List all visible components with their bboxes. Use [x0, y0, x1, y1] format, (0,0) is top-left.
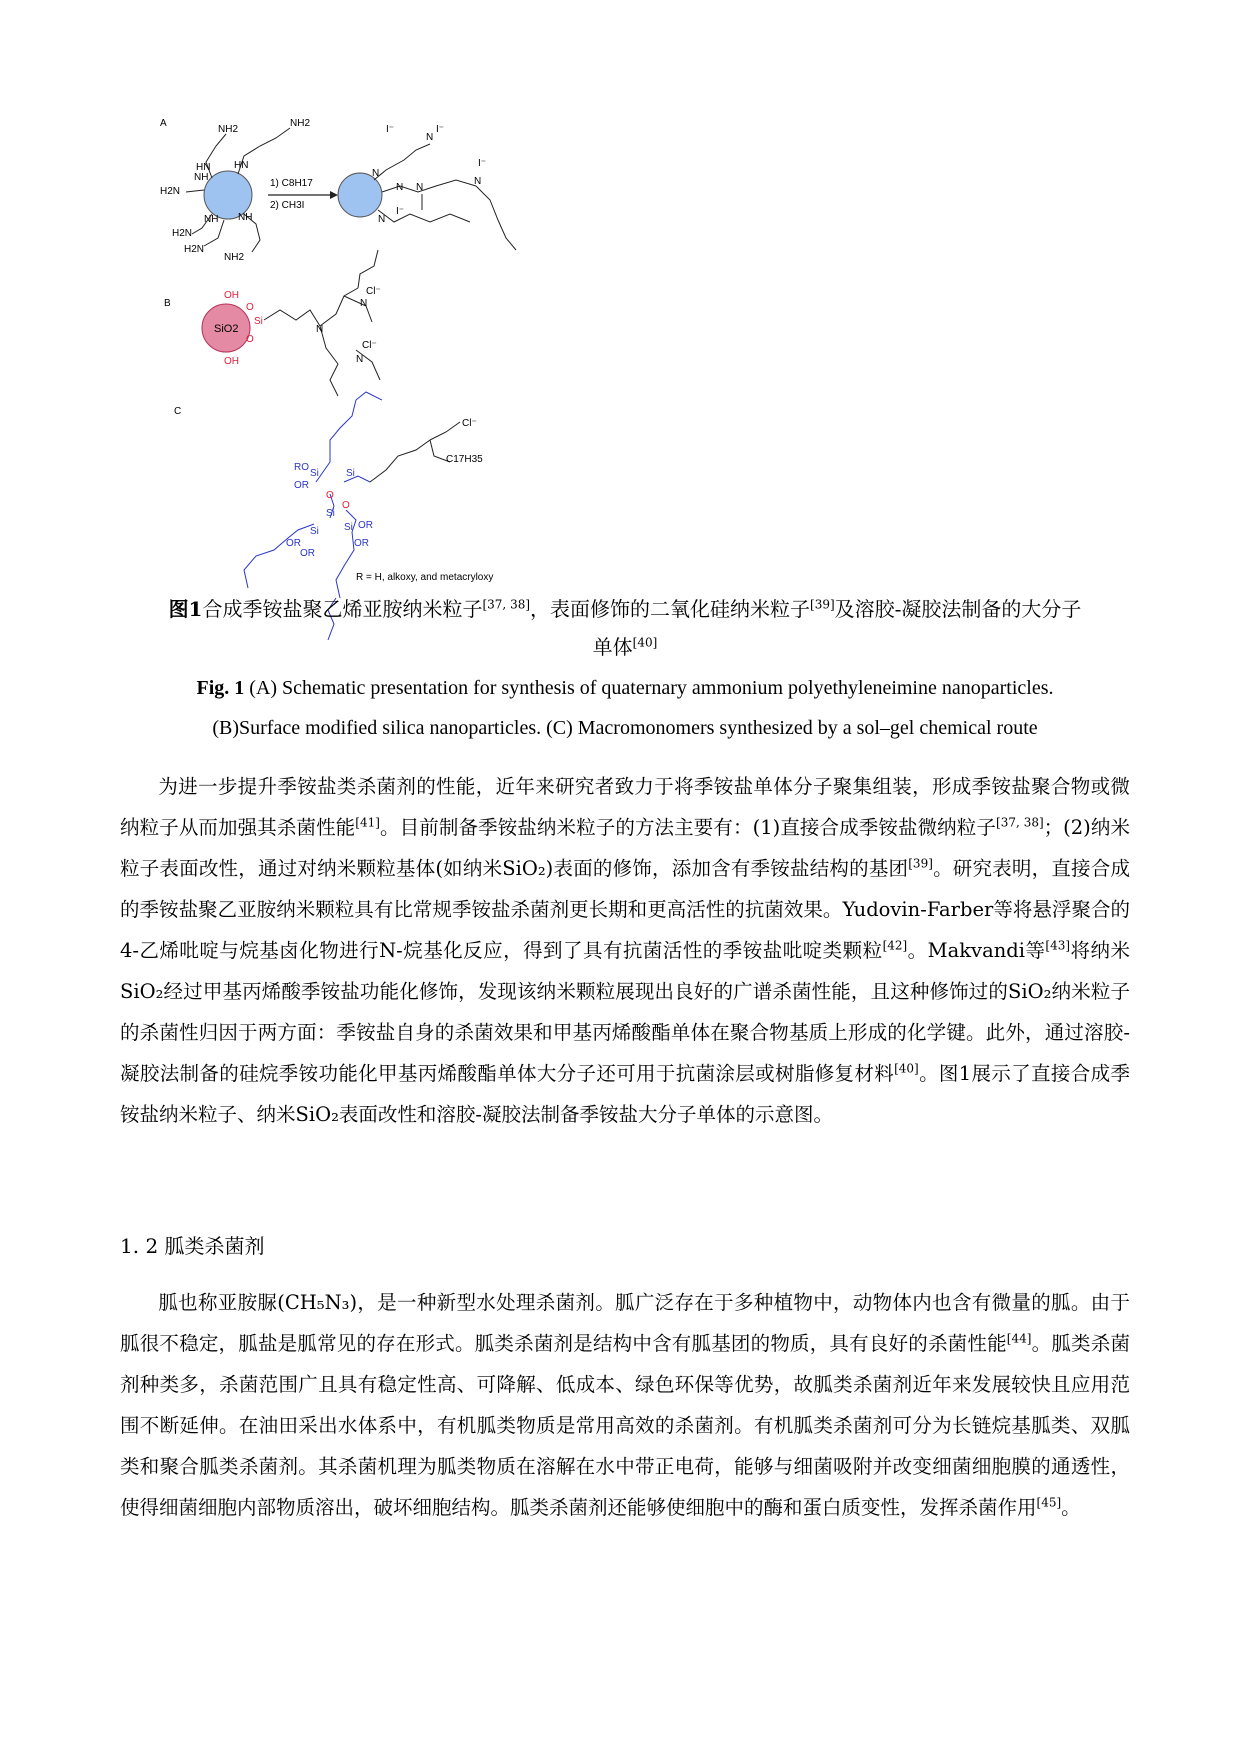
- paragraph-text: 。图1展示了直接合成季铵盐纳米粒子、纳米SiO₂表面改性和溶胶-凝胶法制备季铵盐大分子单体的示意图。: [120, 1062, 1130, 1126]
- amine-label: NH2: [224, 252, 245, 263]
- alkyl-chain-label: C17H35: [446, 454, 483, 465]
- iodide: I⁻: [386, 124, 395, 135]
- figure-caption-cn: [120, 590, 1130, 666]
- paragraph-text: 为进一步提升季铵盐类杀菌剂的性能，近年来研究者致力于将季铵盐单体分子聚集组装，形成季铵盐聚合物或微纳粒子从而加强其杀菌性能: [120, 775, 1130, 839]
- citation: [42]: [882, 938, 908, 953]
- alkoxy-label: OR: [286, 538, 301, 549]
- alkoxy-label: RO: [294, 462, 309, 473]
- figure-caption-en: [120, 668, 1130, 748]
- panel-label-c: C: [174, 406, 182, 417]
- product-n: N: [416, 182, 424, 193]
- panel-label-a: A: [160, 118, 167, 129]
- citation: [40]: [632, 635, 658, 650]
- alkoxy-label: OR: [294, 480, 309, 491]
- citation: [39]: [908, 856, 933, 871]
- iodide: I⁻: [396, 206, 405, 217]
- caption-cn-text: 及溶胶-凝胶法制备的大分子: [834, 597, 1082, 621]
- paragraph-text: 。Makvandi等: [907, 939, 1046, 962]
- pei-core-a-product: [338, 173, 382, 217]
- amine-label: H2N: [160, 186, 181, 197]
- reagent-2: 2) CH3I: [270, 200, 305, 211]
- product-n: N: [372, 168, 380, 179]
- quaternary-n: N: [356, 354, 364, 365]
- oxygen-label: O: [246, 334, 254, 345]
- paragraph-text: 。研究表明，直接合成的季铵盐聚乙亚胺纳米颗粒具有比常规季铵盐杀菌剂更长期和更高活性的抗菌效果。Yudovin-Farber等将悬浮聚合的4-乙烯吡啶与烷基卤化物进行N-烷基化反应，得到了具有抗菌活性的季铵盐吡啶类颗粒: [120, 857, 1130, 962]
- reaction-arrow-head: [330, 191, 338, 199]
- caption-cn-text: 合成季铵盐聚乙烯亚胺纳米粒子: [202, 597, 483, 621]
- caption-cn-label: 图1: [168, 597, 203, 621]
- caption-cn-text: ，表面修饰的二氧化硅纳米粒子: [530, 597, 811, 621]
- body-paragraph-2: [120, 1282, 1130, 1528]
- alkoxy-label: OR: [358, 520, 373, 531]
- section-heading: 1. 2 胍类杀菌剂: [120, 1234, 265, 1258]
- nh-label: HN: [234, 160, 249, 171]
- silicon-label: Si: [326, 508, 335, 519]
- oxygen-label: O: [246, 302, 254, 313]
- hydroxyl-label: OH: [224, 290, 239, 301]
- scheme-figure: [160, 110, 700, 670]
- quaternary-n: N: [360, 298, 368, 309]
- product-n: N: [474, 176, 482, 187]
- chloride: Cl⁻: [362, 340, 377, 351]
- caption-en-line: (B)Surface modified silica nanoparticles. (C) Macromonomers synthesized by a sol–gel chemical route: [212, 717, 1038, 739]
- silicon-label: Si: [346, 468, 355, 479]
- iodide: I⁻: [436, 124, 445, 135]
- nh-label: HN: [196, 162, 211, 173]
- citation: [37, 38]: [482, 597, 531, 612]
- chloride: Cl⁻: [462, 418, 477, 429]
- figure-1: [160, 110, 700, 670]
- caption-cn-text: 单体: [592, 635, 633, 659]
- amine-label: NH2: [218, 124, 239, 135]
- paragraph-text: 。目前制备季铵盐纳米粒子的方法主要有：(1)直接合成季铵盐微纳粒子: [379, 816, 997, 839]
- citation: [41]: [355, 815, 380, 830]
- paragraph-text: ；(2)纳米粒子表面改性，通过对纳米颗粒基体(如纳米SiO₂)表面的修饰，添加含有季铵盐结构的基团: [120, 816, 1130, 880]
- amine-label: H2N: [184, 244, 205, 255]
- hydroxyl-label: OH: [224, 356, 239, 367]
- r-group-note: R = H, alkoxy, and metacryloxy: [356, 572, 494, 583]
- amine-n: N: [316, 324, 324, 335]
- iodide: I⁻: [478, 158, 487, 169]
- body-paragraph-1: [120, 766, 1130, 1135]
- alkoxy-label: OR: [300, 548, 315, 559]
- citation: [39]: [810, 597, 835, 612]
- paragraph-text: 。胍类杀菌剂种类多，杀菌范围广且具有稳定性高、可降解、低成本、绿色环保等优势，故胍类杀菌剂近年来发展较快且应用范围不断延伸。在油田采出水体系中，有机胍类物质是常用高效的杀菌剂。有机胍类杀菌剂可分为长链烷基胍类、双胍类和聚合胍类杀菌剂。其杀菌机理为胍类物质在溶解在水中带正电荷，能够与细菌吸附并改变细菌细胞膜的通透性，使得细菌细胞内部物质溶出，破坏细胞结构。胍类杀菌剂还能够使细胞中的酶和蛋白质变性，发挥杀菌作用: [120, 1332, 1130, 1519]
- silica-core-label: SiO2: [214, 323, 239, 335]
- nh-label: NH: [194, 172, 209, 183]
- silicon-label: Si: [344, 522, 353, 533]
- paragraph-text: 胍也称亚胺脲(CH₅N₃)，是一种新型水处理杀菌剂。胍广泛存在于多种植物中，动物体内也含有微量的胍。由于胍很不稳定，胍盐是胍常见的存在形式。胍类杀菌剂是结构中含有胍基团的物质，具有良好的杀菌性能: [120, 1291, 1130, 1355]
- citation: [43]: [1045, 938, 1071, 953]
- citation: [45]: [1036, 1495, 1062, 1510]
- citation: [37, 38]: [996, 815, 1044, 830]
- citation: [40]: [894, 1061, 919, 1076]
- paragraph-text: 将纳米SiO₂经过甲基丙烯酸季铵盐功能化修饰，发现该纳米颗粒展现出良好的广谱杀菌性能，且这种修饰过的SiO₂纳米粒子的杀菌性归因于两方面：季铵盐自身的杀菌效果和甲基丙烯酸酯单体在聚合物基质上形成的化学键。此外，通过溶胶-凝胶法制备的硅烷季铵功能化甲基丙烯酸酯单体大分子还可用于抗菌涂层或树脂修复材料: [120, 939, 1130, 1085]
- caption-en-label: Fig. 1: [196, 677, 245, 699]
- oxygen-label: O: [326, 490, 334, 501]
- paragraph-text: 。: [1061, 1496, 1081, 1519]
- caption-en-line: (A) Schematic presentation for synthesis of quaternary ammonium polyethyleneimine nanoparticles.: [244, 677, 1054, 699]
- nh-label: NH: [238, 212, 253, 223]
- silicon-label: Si: [254, 316, 263, 327]
- chloride: Cl⁻: [366, 286, 381, 297]
- amine-label: H2N: [172, 228, 193, 239]
- panel-label-b: B: [164, 298, 171, 309]
- product-n: N: [396, 182, 404, 193]
- citation: [44]: [1006, 1331, 1032, 1346]
- silicon-label: Si: [310, 468, 319, 479]
- amine-label: NH2: [290, 118, 311, 129]
- oxygen-label: O: [342, 500, 350, 511]
- alkoxy-label: OR: [354, 538, 369, 549]
- silicon-label: Si: [310, 526, 319, 537]
- nh-label: NH: [204, 214, 219, 225]
- product-n: N: [378, 214, 386, 225]
- product-n: N: [426, 132, 434, 143]
- reagent-1: 1) C8H17: [270, 178, 313, 189]
